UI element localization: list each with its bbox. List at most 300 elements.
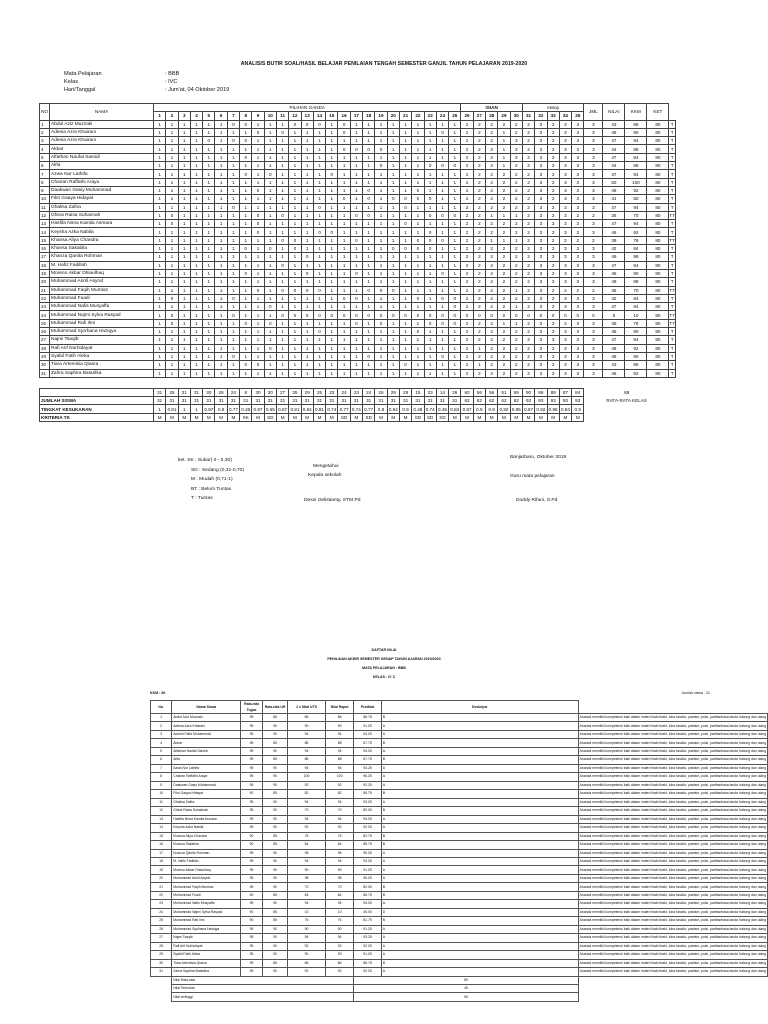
- question-number: 13: [301, 112, 313, 120]
- score-cell: 2: [510, 203, 522, 211]
- score-cell: 0: [350, 145, 362, 153]
- score-cell: 1: [240, 211, 252, 219]
- score-cell: 3: [572, 261, 584, 269]
- score-cell: 1: [264, 278, 276, 286]
- student-nilai: 92: [625, 228, 647, 236]
- legend-item: BT : Belum Tuntas: [191, 486, 232, 492]
- student-ket: T: [670, 188, 674, 194]
- score-cell: 1: [227, 261, 239, 269]
- nilai-cell-no: 14: [151, 824, 172, 832]
- score-cell: 1: [227, 328, 239, 336]
- summary-row: [40, 397, 676, 405]
- score-cell: 1: [240, 261, 252, 269]
- score-cell: 1: [227, 236, 239, 244]
- nilai-cell-p: B: [381, 756, 578, 764]
- student-jml: 47: [603, 220, 625, 228]
- nilai-cell-name: Adzriel Fathi Muhammad: [172, 730, 241, 738]
- student-no: 9: [40, 186, 50, 194]
- score-cell: 1: [154, 203, 166, 211]
- score-cell: 1: [313, 186, 325, 194]
- student-no: 12: [40, 211, 50, 219]
- summary-cell: 93: [572, 397, 584, 405]
- score-cell: 1: [252, 162, 264, 170]
- score-cell: 1: [264, 186, 276, 194]
- score-cell: 1: [399, 170, 411, 178]
- score-cell: 0: [412, 195, 424, 203]
- student-name: Adenia Azra Khairani: [50, 128, 154, 136]
- score-cell: 3: [572, 303, 584, 311]
- score-cell: 1: [350, 303, 362, 311]
- nilai-cell-a: 90: [241, 908, 262, 916]
- score-cell: 1: [289, 253, 301, 261]
- score-cell: 1: [436, 195, 448, 203]
- score-cell: 1: [350, 220, 362, 228]
- score-cell: 1: [178, 153, 190, 161]
- legend-item: SD : Sedang (0,31-0,70): [191, 467, 245, 473]
- nilai-cell-no: 31: [151, 968, 172, 976]
- score-cell: 0: [350, 269, 362, 277]
- header-isian: ISIAN: [461, 104, 522, 112]
- score-cell: 2: [510, 278, 522, 286]
- nilai-cell-c: 76: [288, 917, 326, 925]
- score-cell: 0: [338, 311, 350, 319]
- nilai-header: Nama Siswa: [172, 701, 241, 714]
- footer-row: [151, 993, 768, 1001]
- summary-cell: 31: [178, 388, 190, 396]
- score-cell: 1: [326, 220, 338, 228]
- student-ket: T: [670, 337, 674, 343]
- score-cell: 0: [276, 211, 288, 219]
- score-cell: 1: [227, 170, 239, 178]
- nilai-cell-deskripsi: Ananda memiliki kompetensi baik dalam materi lirabi tirabi, luba taraklo, paelam, puisi, parifasrhasa landa hubung dan ulang: [578, 832, 767, 840]
- score-cell: 1: [510, 236, 522, 244]
- score-cell: 1: [289, 294, 301, 302]
- score-cell: 1: [190, 120, 202, 128]
- student-kkm: 80: [647, 162, 669, 170]
- score-cell: 0: [338, 120, 350, 128]
- score-cell: 1: [313, 361, 325, 369]
- summary-cell: 31: [154, 397, 166, 405]
- score-cell: 1: [190, 145, 202, 153]
- score-cell: 1: [289, 153, 301, 161]
- score-cell: 3: [572, 203, 584, 211]
- table-row: [40, 253, 676, 261]
- nilai-cell-c: 84: [288, 841, 326, 849]
- table-row: [40, 120, 676, 128]
- score-cell: 1: [190, 369, 202, 377]
- summary-cell: SK: [240, 413, 252, 421]
- score-cell: 1: [449, 178, 461, 186]
- nilai-cell-d: 90: [325, 925, 354, 933]
- summary-cell: M: [227, 413, 239, 421]
- score-cell: 1: [154, 286, 166, 294]
- score-cell: 2: [559, 286, 571, 294]
- score-cell: 1: [363, 319, 375, 327]
- score-cell: 1: [375, 344, 387, 352]
- summary-cell: 31: [252, 397, 264, 405]
- nilai-cell-e: 92.25: [354, 824, 381, 832]
- student-no: 6: [40, 162, 50, 170]
- score-cell: 0: [449, 211, 461, 219]
- score-cell: 1: [215, 220, 227, 228]
- score-cell: 3: [584, 120, 603, 128]
- question-number: 17: [350, 112, 362, 120]
- nilai-cell-d: 88: [325, 756, 354, 764]
- score-cell: 1: [510, 319, 522, 327]
- nilai-cell-b: 85: [262, 841, 288, 849]
- nilai-cell-a: 95: [241, 824, 262, 832]
- student-name: Akbar: [50, 145, 154, 153]
- score-cell: 2: [461, 162, 473, 170]
- score-cell: 0: [350, 294, 362, 302]
- score-cell: 1: [154, 294, 166, 302]
- score-cell: 1: [326, 261, 338, 269]
- score-cell: 2: [461, 269, 473, 277]
- nilai-cell-a: 90: [241, 832, 262, 840]
- score-cell: 1: [252, 178, 264, 186]
- score-cell: 2: [486, 336, 498, 344]
- score-cell: 0: [289, 286, 301, 294]
- score-cell: 1: [178, 361, 190, 369]
- score-cell: 1: [424, 170, 436, 178]
- score-cell: 1: [313, 178, 325, 186]
- score-cell: 1: [375, 269, 387, 277]
- student-kkm: 80: [647, 211, 669, 219]
- score-cell: 2: [461, 195, 473, 203]
- score-cell: 1: [301, 153, 313, 161]
- student-ket: T: [670, 146, 674, 152]
- score-cell: 2: [522, 278, 534, 286]
- nilai-cell-p: A: [381, 849, 578, 857]
- score-cell: 1: [412, 178, 424, 186]
- student-ket: T: [670, 354, 674, 360]
- nilai-cell-p: A: [381, 824, 578, 832]
- student-nilai: 86: [625, 361, 647, 369]
- meta-key: Mata Pelajaran: [64, 71, 102, 77]
- question-number: 20: [387, 112, 399, 120]
- summary-cell: 0.94: [302, 406, 312, 412]
- score-cell: 2: [473, 369, 485, 377]
- summary-row: [40, 405, 676, 413]
- score-cell: 0: [436, 211, 448, 219]
- nilai-cell-deskripsi: Ananda memiliki kompetensi baik dalam materi lirabi tirabi, luba taraklo, paelam, puisi, parifasrhasa landa hubung dan ulang: [578, 874, 767, 882]
- score-cell: 1: [252, 336, 264, 344]
- score-cell: 1: [227, 344, 239, 352]
- score-cell: 3: [584, 319, 603, 327]
- score-cell: 1: [338, 253, 350, 261]
- student-ket: T: [670, 179, 674, 185]
- summary-cell: M: [399, 413, 411, 421]
- score-cell: 3: [572, 228, 584, 236]
- score-cell: 1: [313, 319, 325, 327]
- score-cell: 2: [522, 261, 534, 269]
- score-cell: 0: [240, 269, 252, 277]
- summary-cell: 0.77: [339, 406, 349, 412]
- score-cell: 2: [510, 228, 522, 236]
- nilai-cell-name: M. Hafiz Fadillah: [172, 857, 241, 865]
- score-cell: 1: [363, 162, 375, 170]
- nilai-cell-name: Chairan Raffathi Araya: [172, 773, 241, 781]
- score-cell: 3: [572, 319, 584, 327]
- nilai-cell-b: 85: [262, 756, 288, 764]
- student-jml: 46: [603, 369, 625, 377]
- header-ket: KET: [647, 104, 669, 121]
- student-no: 3: [40, 137, 50, 145]
- score-cell: 2: [510, 245, 522, 253]
- nilai-cell-b: 90: [262, 773, 288, 781]
- score-cell: 1: [178, 253, 190, 261]
- student-name: Muhammad Faqih Mumtaz: [50, 286, 154, 294]
- score-cell: 2: [473, 220, 485, 228]
- nilai-cell-e: 87.75: [354, 739, 381, 747]
- score-cell: 1: [252, 236, 264, 244]
- score-cell: 2: [522, 137, 534, 145]
- nilai-cell-d: 70: [325, 883, 354, 891]
- score-cell: 1: [301, 245, 313, 253]
- nilai-cell-name: Muhammad Faqih Mumtaz: [172, 883, 241, 891]
- score-cell: 3: [559, 170, 571, 178]
- nilai-cell-b: 90: [262, 874, 288, 882]
- score-cell: 1: [264, 369, 276, 377]
- question-number: 2: [166, 112, 178, 120]
- score-cell: 1: [240, 369, 252, 377]
- score-cell: 3: [572, 328, 584, 336]
- score-cell: 2: [473, 178, 485, 186]
- table-row: [151, 925, 768, 933]
- score-cell: 2: [584, 211, 603, 219]
- score-cell: 1: [215, 294, 227, 302]
- student-name: Muhammad Fuadi: [50, 294, 154, 302]
- score-cell: 1: [301, 220, 313, 228]
- score-cell: 1: [289, 261, 301, 269]
- table-row: [40, 269, 676, 277]
- summary-cell: 0.87: [278, 406, 288, 412]
- question-number: 4: [190, 112, 202, 120]
- score-cell: 0: [449, 319, 461, 327]
- student-ket: TT: [669, 312, 676, 318]
- score-cell: 2: [473, 145, 485, 153]
- footer-value: 89: [354, 976, 578, 984]
- summary-cell: 0.97: [462, 406, 472, 412]
- summary-cell: 31: [203, 397, 215, 405]
- score-cell: 1: [387, 261, 399, 269]
- score-cell: 2: [461, 286, 473, 294]
- summary-cell: 31: [436, 397, 448, 405]
- nilai-cell-deskripsi: Ananda memiliki kompetensi baik dalam materi lirabi tirabi, luba taraklo, paelam, puisi, parifasrhasa landa hubung dan ulang: [578, 857, 767, 865]
- nilai-cell-name: Azwa Nur Lathifa: [172, 764, 241, 772]
- score-cell: 1: [276, 278, 288, 286]
- student-jml: 46: [603, 344, 625, 352]
- score-cell: 1: [240, 220, 252, 228]
- nilai-table: [150, 700, 768, 1002]
- score-cell: 1: [375, 228, 387, 236]
- nilai-cell-d: 90: [325, 866, 354, 874]
- score-cell: 1: [154, 178, 166, 186]
- question-number: 28: [486, 112, 498, 120]
- score-cell: 2: [461, 361, 473, 369]
- score-cell: 3: [535, 303, 547, 311]
- summary-cell: 24: [227, 388, 239, 396]
- score-cell: 1: [363, 203, 375, 211]
- score-cell: 1: [240, 203, 252, 211]
- table-row: [40, 137, 676, 145]
- nilai-cell-c: 94: [288, 900, 326, 908]
- student-nilai: 94: [625, 137, 647, 145]
- score-cell: 2: [473, 328, 485, 336]
- student-jml: 47: [603, 153, 625, 161]
- score-cell: 0: [412, 236, 424, 244]
- score-cell: 1: [276, 294, 288, 302]
- score-cell: 1: [449, 145, 461, 153]
- score-cell: 3: [584, 195, 603, 203]
- score-cell: 1: [178, 178, 190, 186]
- nilai-cell-b: 90: [262, 951, 288, 959]
- score-cell: 1: [301, 352, 313, 360]
- nilai-cell-c: 82: [288, 790, 326, 798]
- score-cell: 1: [276, 170, 288, 178]
- nilai-cell-c: 88: [288, 756, 326, 764]
- score-cell: 1: [178, 352, 190, 360]
- score-cell: 1: [178, 211, 190, 219]
- score-cell: 1: [338, 303, 350, 311]
- student-kkm: 80: [647, 203, 669, 211]
- score-cell: 0: [264, 344, 276, 352]
- score-cell: 1: [154, 303, 166, 311]
- nilai-cell-name: Muhammad Fuadi: [172, 891, 241, 899]
- score-cell: 1: [412, 120, 424, 128]
- score-cell: 0: [166, 294, 178, 302]
- score-cell: 1: [264, 220, 276, 228]
- summary-cell: 31: [424, 397, 436, 405]
- nilai-cell-name: Daakwan Gasiy Muhammad: [172, 781, 241, 789]
- nilai-cell-name: Abdul Aziz Muzzaki: [172, 714, 241, 722]
- score-cell: 1: [338, 203, 350, 211]
- score-cell: 0: [399, 311, 411, 319]
- score-cell: 1: [154, 145, 166, 153]
- meta-value: : IVC: [165, 79, 178, 86]
- score-cell: 1: [498, 319, 510, 327]
- nilai-cell-name: Akbar: [172, 739, 241, 747]
- score-cell: 2: [510, 294, 522, 302]
- score-cell: 0: [436, 294, 448, 302]
- score-cell: 3: [559, 344, 571, 352]
- score-cell: 0: [301, 253, 313, 261]
- score-cell: 1: [154, 361, 166, 369]
- score-cell: 0: [276, 128, 288, 136]
- score-cell: 0: [264, 319, 276, 327]
- score-cell: 3: [584, 344, 603, 352]
- score-cell: 1: [387, 278, 399, 286]
- score-cell: 1: [326, 352, 338, 360]
- summary-tail: RATA-RATA KELAS: [606, 398, 647, 404]
- score-cell: 3: [547, 294, 559, 302]
- nilai-cell-c: 86: [288, 959, 326, 967]
- nilai-cell-d: 94: [325, 900, 354, 908]
- score-cell: 1: [215, 153, 227, 161]
- student-name: Khanza Qanita Rohman: [50, 253, 154, 261]
- table-row: [151, 790, 768, 798]
- nilai-cell-p: A: [381, 934, 578, 942]
- nilai-cell-p: A: [381, 866, 578, 874]
- score-cell: 2: [461, 278, 473, 286]
- nilai-cell-c: 90: [288, 951, 326, 959]
- score-cell: 1: [449, 245, 461, 253]
- score-cell: 1: [264, 145, 276, 153]
- score-cell: 1: [326, 294, 338, 302]
- score-cell: 1: [203, 245, 215, 253]
- nilai-cell-a: 90: [241, 891, 262, 899]
- score-cell: 1: [412, 137, 424, 145]
- score-cell: 3: [572, 153, 584, 161]
- nilai-cell-p: B: [381, 917, 578, 925]
- score-cell: 1: [203, 352, 215, 360]
- table-row: [151, 849, 768, 857]
- score-cell: 1: [154, 211, 166, 219]
- score-cell: 2: [461, 236, 473, 244]
- score-cell: 1: [436, 303, 448, 311]
- summary-cell: 31: [313, 397, 325, 405]
- score-cell: 3: [547, 145, 559, 153]
- score-cell: 1: [276, 336, 288, 344]
- score-cell: 3: [547, 352, 559, 360]
- student-nilai: 70: [625, 286, 647, 294]
- student-kkm: 80: [647, 336, 669, 344]
- nilai-cell-a: 95: [241, 798, 262, 806]
- nilai-cell-no: 17: [151, 849, 172, 857]
- score-cell: 1: [190, 278, 202, 286]
- score-cell: 1: [350, 278, 362, 286]
- student-jml: 42: [603, 294, 625, 302]
- score-cell: 1: [276, 328, 288, 336]
- score-cell: 1: [363, 178, 375, 186]
- nilai-cell-d: 98: [325, 849, 354, 857]
- score-cell: 1: [154, 352, 166, 360]
- nilai-cell-b: 90: [262, 815, 288, 823]
- score-cell: 2: [522, 195, 534, 203]
- score-cell: 1: [190, 220, 202, 228]
- score-cell: 1: [289, 303, 301, 311]
- score-cell: 3: [535, 178, 547, 186]
- score-cell: 1: [154, 336, 166, 344]
- score-cell: 1: [190, 236, 202, 244]
- score-cell: 2: [498, 178, 510, 186]
- score-cell: 1: [215, 145, 227, 153]
- score-cell: 2: [510, 328, 522, 336]
- nilai-cell-d: 88: [325, 739, 354, 747]
- summary-cell: 0.94: [388, 406, 398, 412]
- score-cell: 1: [203, 228, 215, 236]
- score-cell: 1: [363, 228, 375, 236]
- student-kkm: 80: [647, 170, 669, 178]
- score-cell: 3: [572, 195, 584, 203]
- question-number: 1: [154, 112, 166, 120]
- summary-row: [40, 413, 676, 421]
- score-cell: 1: [350, 286, 362, 294]
- nilai-cell-name: Syabil Fatih Aleka: [172, 951, 241, 959]
- score-cell: 1: [436, 153, 448, 161]
- score-cell: 2: [522, 319, 534, 327]
- table-row: [151, 934, 768, 942]
- score-cell: 0: [424, 228, 436, 236]
- student-ket: TT: [669, 287, 676, 293]
- score-cell: 1: [449, 170, 461, 178]
- score-cell: 1: [375, 261, 387, 269]
- nilai-cell-d: 70: [325, 807, 354, 815]
- score-cell: 2: [522, 203, 534, 211]
- score-cell: 3: [547, 186, 559, 194]
- nilai-cell-a: 95: [241, 756, 262, 764]
- summary-cell: M: [289, 413, 301, 421]
